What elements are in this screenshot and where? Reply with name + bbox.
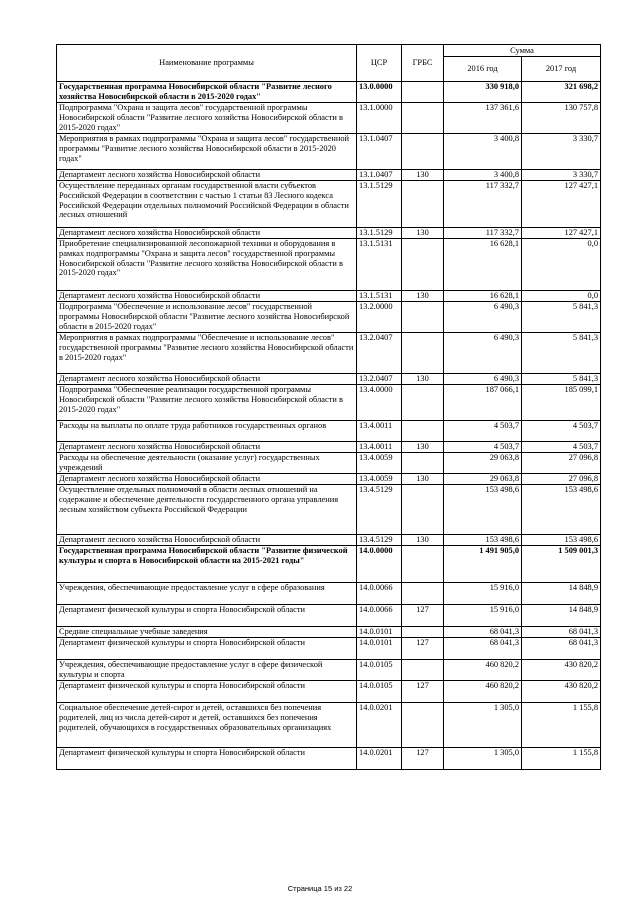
cell-program-name: Департамент лесного хозяйства Новосибирской области (57, 170, 357, 181)
table-row (57, 748, 601, 770)
table-row (57, 583, 601, 605)
cell-sum-2016: 29 063,8 (444, 474, 522, 485)
cell-grbs (402, 82, 444, 103)
cell-sum-2016: 460 820,2 (444, 660, 522, 681)
cell-sum-2016: 1 305,0 (444, 748, 522, 770)
cell-csr: 14.0.0101 (357, 627, 402, 638)
cell-csr: 14.0.0105 (357, 660, 402, 681)
cell-sum-2017: 27 096,8 (522, 453, 601, 474)
cell-sum-2017: 321 698,2 (522, 82, 601, 103)
cell-csr: 14.0.0066 (357, 605, 402, 627)
cell-grbs: 127 (402, 748, 444, 770)
cell-program-name: Департамент физической культуры и спорта Новосибирской области (57, 638, 357, 660)
col-header-csr: ЦСР (357, 45, 402, 82)
cell-sum-2017: 14 848,9 (522, 583, 601, 605)
cell-sum-2016: 68 041,3 (444, 627, 522, 638)
cell-csr: 14.0.0201 (357, 703, 402, 748)
cell-csr: 13.2.0407 (357, 374, 402, 385)
cell-sum-2017: 4 503,7 (522, 442, 601, 453)
cell-sum-2016: 330 918,0 (444, 82, 522, 103)
cell-program-name: Подпрограмма "Обеспечение и использование лесов" государственной программы Новосибирской области "Развитие лесного хозяйства Новосибирской области в 2015-2020 годах" (57, 302, 357, 333)
table-row (57, 228, 601, 239)
cell-program-name: Средние специальные учебные заведения (57, 627, 357, 638)
cell-grbs (402, 103, 444, 134)
cell-sum-2017: 127 427,1 (522, 228, 601, 239)
cell-csr: 13.1.0000 (357, 103, 402, 134)
cell-csr: 13.1.5129 (357, 181, 402, 228)
cell-sum-2017: 14 848,9 (522, 605, 601, 627)
cell-csr: 13.4.0059 (357, 474, 402, 485)
cell-sum-2017: 185 099,1 (522, 385, 601, 421)
cell-csr: 13.4.0059 (357, 453, 402, 474)
cell-sum-2017: 4 503,7 (522, 421, 601, 442)
cell-grbs (402, 181, 444, 228)
cell-grbs (402, 703, 444, 748)
cell-grbs: 127 (402, 681, 444, 703)
table-row (57, 374, 601, 385)
cell-csr: 14.0.0101 (357, 638, 402, 660)
budget-table (56, 44, 601, 770)
cell-grbs: 130 (402, 291, 444, 302)
cell-sum-2016: 3 400,8 (444, 134, 522, 170)
col-header-name: Наименование программы (57, 45, 357, 82)
cell-sum-2016: 15 916,0 (444, 605, 522, 627)
cell-program-name: Департамент физической культуры и спорта Новосибирской области (57, 748, 357, 770)
cell-program-name: Подпрограмма "Обеспечение реализации государственной программы Новосибирской области "Развитие лесного хозяйства Новосибирской области в 2015-2020 годах" (57, 385, 357, 421)
cell-program-name: Государственная программа Новосибирской области "Развитие физической культуры и спорта в Новосибирской области на 2015-2021 годы" (57, 546, 357, 583)
cell-sum-2016: 153 498,6 (444, 535, 522, 546)
cell-grbs (402, 302, 444, 333)
cell-sum-2016: 16 628,1 (444, 239, 522, 291)
cell-program-name: Осуществление переданных органам государственной власти субъектов Российской Федерации в соответствии с частью 1 статьи 83 Лесного кодекса Российской Федерации отдельных полномочий Российской Федерации в области лесных отношений (57, 181, 357, 228)
table-row (57, 181, 601, 228)
cell-sum-2016: 117 332,7 (444, 181, 522, 228)
cell-csr: 13.4.0000 (357, 385, 402, 421)
col-header-grbs: ГРБС (402, 45, 444, 82)
cell-sum-2016: 187 066,1 (444, 385, 522, 421)
cell-sum-2017: 430 820,2 (522, 681, 601, 703)
cell-grbs: 130 (402, 228, 444, 239)
cell-program-name: Приобретение специализированной лесопожарной техники и оборудования в рамках подпрограммы "Охрана и защита лесов" государственной программы Новосибирской области "Развитие лесного хозяйства Новосибирской области в 2015-2020 годах" (57, 239, 357, 291)
cell-sum-2017: 127 427,1 (522, 181, 601, 228)
table-row (57, 546, 601, 583)
table-row (57, 134, 601, 170)
cell-sum-2016: 117 332,7 (444, 228, 522, 239)
table-row (57, 442, 601, 453)
cell-csr: 13.2.0000 (357, 302, 402, 333)
cell-sum-2016: 16 628,1 (444, 291, 522, 302)
table-row (57, 681, 601, 703)
cell-sum-2017: 68 041,3 (522, 638, 601, 660)
cell-program-name: Социальное обеспечение детей-сирот и детей, оставшихся без попечения родителей, лиц из числа детей-сирот и детей, оставшихся без попечения родителей, обучающихся в государственных образовательных организациях (57, 703, 357, 748)
table-row (57, 660, 601, 681)
cell-sum-2017: 3 330,7 (522, 134, 601, 170)
cell-program-name: Учреждения, обеспечивающие предоставление услуг в сфере физической культуры и спорта (57, 660, 357, 681)
cell-grbs: 127 (402, 605, 444, 627)
cell-sum-2016: 137 361,6 (444, 103, 522, 134)
cell-sum-2016: 6 490,3 (444, 374, 522, 385)
cell-program-name: Подпрограмма "Охрана и защита лесов" государственной программы Новосибирской области "Развитие лесного хозяйства Новосибирской области в 2015-2020 годах" (57, 103, 357, 134)
table-row (57, 627, 601, 638)
cell-program-name: Мероприятия в рамках подпрограммы "Обеспечение и использование лесов" государственной программы "Развитие лесного хозяйства Новосибирской области в 2015-2020 годах" (57, 333, 357, 374)
cell-csr: 13.4.0011 (357, 442, 402, 453)
cell-csr: 13.1.0407 (357, 170, 402, 181)
cell-program-name: Департамент лесного хозяйства Новосибирской области (57, 535, 357, 546)
cell-csr: 14.0.0066 (357, 583, 402, 605)
cell-grbs: 130 (402, 535, 444, 546)
table-row (57, 82, 601, 103)
cell-sum-2016: 4 503,7 (444, 421, 522, 442)
table-row (57, 485, 601, 535)
cell-sum-2016: 460 820,2 (444, 681, 522, 703)
cell-sum-2016: 1 305,0 (444, 703, 522, 748)
cell-grbs (402, 239, 444, 291)
table-row (57, 421, 601, 442)
table-row (57, 703, 601, 748)
cell-program-name: Департамент лесного хозяйства Новосибирской области (57, 374, 357, 385)
cell-sum-2017: 68 041,3 (522, 627, 601, 638)
cell-csr: 13.1.5131 (357, 239, 402, 291)
cell-grbs (402, 453, 444, 474)
cell-sum-2017: 130 757,8 (522, 103, 601, 134)
cell-grbs: 130 (402, 442, 444, 453)
cell-sum-2017: 0,0 (522, 239, 601, 291)
cell-program-name: Департамент лесного хозяйства Новосибирской области (57, 474, 357, 485)
table-row (57, 385, 601, 421)
cell-program-name: Департамент физической культуры и спорта Новосибирской области (57, 681, 357, 703)
table-row (57, 453, 601, 474)
cell-csr: 13.4.0011 (357, 421, 402, 442)
cell-grbs (402, 421, 444, 442)
cell-sum-2017: 5 841,3 (522, 374, 601, 385)
cell-sum-2017: 153 498,6 (522, 485, 601, 535)
cell-grbs (402, 385, 444, 421)
cell-program-name: Мероприятия в рамках подпрограммы "Охрана и защита лесов" государственной программы "Развитие лесного хозяйства Новосибирской области в 2015-2020 годах" (57, 134, 357, 170)
cell-program-name: Расходы на выплаты по оплате труда работников государственных органов (57, 421, 357, 442)
col-header-2016: 2016 год (444, 57, 522, 82)
cell-grbs (402, 485, 444, 535)
cell-grbs: 130 (402, 474, 444, 485)
cell-sum-2017: 430 820,2 (522, 660, 601, 681)
cell-sum-2016: 29 063,8 (444, 453, 522, 474)
col-header-2017: 2017 год (522, 57, 601, 82)
cell-csr: 13.1.5131 (357, 291, 402, 302)
cell-csr: 13.2.0407 (357, 333, 402, 374)
page-number: Страница 15 из 22 (287, 884, 353, 893)
cell-program-name: Осуществление отдельных полномочий в области лесных отношений на содержание и обеспечение деятельности государственного органа управления лесным хозяйством субъекта Российской Федерации (57, 485, 357, 535)
table-row (57, 474, 601, 485)
cell-csr: 13.1.5129 (357, 228, 402, 239)
cell-sum-2016: 6 490,3 (444, 302, 522, 333)
cell-sum-2016: 15 916,0 (444, 583, 522, 605)
cell-csr: 13.4.5129 (357, 485, 402, 535)
table-row (57, 291, 601, 302)
cell-grbs: 130 (402, 170, 444, 181)
table-row (57, 535, 601, 546)
cell-sum-2017: 153 498,6 (522, 535, 601, 546)
cell-csr: 14.0.0000 (357, 546, 402, 583)
cell-sum-2016: 3 400,8 (444, 170, 522, 181)
cell-csr: 14.0.0201 (357, 748, 402, 770)
cell-program-name: Расходы на обеспечение деятельности (оказание услуг) государственных учреждений (57, 453, 357, 474)
cell-program-name: Департамент лесного хозяйства Новосибирской области (57, 228, 357, 239)
cell-program-name: Департамент физической культуры и спорта Новосибирской области (57, 605, 357, 627)
table-row (57, 103, 601, 134)
cell-sum-2016: 153 498,6 (444, 485, 522, 535)
cell-sum-2016: 68 041,3 (444, 638, 522, 660)
table-row (57, 638, 601, 660)
budget-sheet (56, 44, 600, 770)
table-row (57, 170, 601, 181)
table-row (57, 302, 601, 333)
cell-sum-2017: 5 841,3 (522, 333, 601, 374)
cell-sum-2017: 1 155,8 (522, 703, 601, 748)
cell-program-name: Департамент лесного хозяйства Новосибирской области (57, 291, 357, 302)
cell-grbs (402, 546, 444, 583)
cell-sum-2017: 5 841,3 (522, 302, 601, 333)
cell-grbs (402, 333, 444, 374)
cell-program-name: Департамент лесного хозяйства Новосибирской области (57, 442, 357, 453)
cell-sum-2016: 4 503,7 (444, 442, 522, 453)
cell-csr: 13.1.0407 (357, 134, 402, 170)
cell-grbs (402, 583, 444, 605)
cell-grbs: 130 (402, 374, 444, 385)
cell-sum-2017: 27 096,8 (522, 474, 601, 485)
cell-sum-2017: 3 330,7 (522, 170, 601, 181)
cell-program-name: Государственная программа Новосибирской области "Развитие лесного хозяйства Новосибирской области в 2015-2020 годах" (57, 82, 357, 103)
cell-csr: 13.4.5129 (357, 535, 402, 546)
cell-sum-2016: 1 491 905,0 (444, 546, 522, 583)
col-header-sum: Сумма (444, 45, 601, 57)
cell-sum-2017: 1 509 001,3 (522, 546, 601, 583)
cell-grbs (402, 134, 444, 170)
cell-csr: 13.0.0000 (357, 82, 402, 103)
table-row (57, 333, 601, 374)
cell-program-name: Учреждения, обеспечивающие предоставление услуг в сфере образования (57, 583, 357, 605)
table-row (57, 605, 601, 627)
cell-grbs: 127 (402, 638, 444, 660)
cell-sum-2017: 0,0 (522, 291, 601, 302)
cell-grbs (402, 660, 444, 681)
cell-grbs (402, 627, 444, 638)
table-row (57, 239, 601, 291)
cell-csr: 14.0.0105 (357, 681, 402, 703)
cell-sum-2016: 6 490,3 (444, 333, 522, 374)
cell-sum-2017: 1 155,8 (522, 748, 601, 770)
